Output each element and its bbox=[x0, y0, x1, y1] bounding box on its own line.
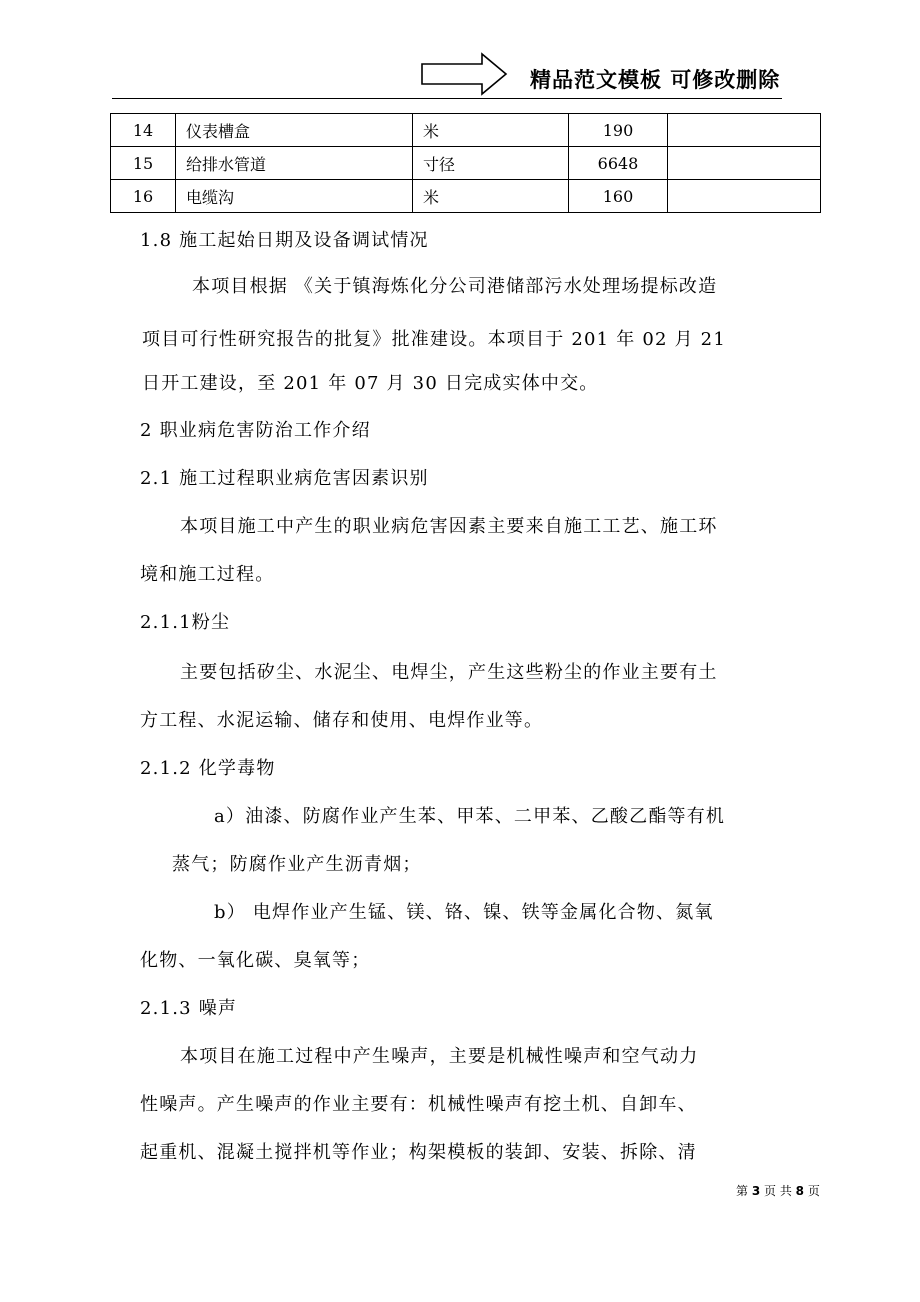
section-heading-2: 2 职业病危害防治工作介绍 bbox=[140, 420, 371, 441]
item-quantity: 6648 bbox=[569, 147, 668, 180]
item-name: 给排水管道 bbox=[176, 147, 413, 180]
section-heading-2-1-1: 2.1.1粉尘 bbox=[140, 612, 231, 633]
paragraph-line: 本项目施工中产生的职业病危害因素主要来自施工工艺、施工环 bbox=[180, 516, 718, 537]
total-pages-number: 8 bbox=[795, 1184, 804, 1198]
paragraph-line: 主要包括矽尘、水泥尘、电焊尘，产生这些粉尘的作业主要有土 bbox=[180, 662, 718, 683]
footer-suffix: 页 bbox=[804, 1184, 820, 1198]
paragraph-line: 化物、一氧化碳、臭氧等； bbox=[140, 950, 371, 971]
section-heading-2-1-3: 2.1.3 噪声 bbox=[140, 998, 238, 1019]
page-footer bbox=[736, 1182, 820, 1199]
item-quantity: 190 bbox=[569, 114, 668, 147]
section-heading-2-1: 2.1 施工过程职业病危害因素识别 bbox=[140, 468, 429, 489]
footer-prefix: 第 bbox=[736, 1184, 752, 1198]
paragraph-line: 项目可行性研究报告的批复》批准建设。本项目于 201 年 02 月 21 bbox=[142, 329, 726, 350]
list-item-a: a）油漆、防腐作业产生苯、甲苯、二甲苯、乙酸乙酯等有机 bbox=[214, 806, 726, 827]
paragraph-line: 方工程、水泥运输、储存和使用、电焊作业等。 bbox=[140, 710, 544, 731]
header-divider bbox=[112, 98, 782, 99]
row-number: 16 bbox=[111, 180, 176, 213]
paragraph-line: 本项目根据 《关于镇海炼化分公司港储部污水处理场提标改造 bbox=[192, 276, 718, 297]
item-note bbox=[668, 180, 821, 213]
row-number: 14 bbox=[111, 114, 176, 147]
row-number: 15 bbox=[111, 147, 176, 180]
arrow-right-icon bbox=[420, 52, 508, 96]
paragraph-line: 境和施工过程。 bbox=[140, 564, 275, 585]
section-heading-2-1-2: 2.1.2 化学毒物 bbox=[140, 758, 276, 779]
item-unit: 寸径 bbox=[413, 147, 569, 180]
paragraph-line: 蒸气；防腐作业产生沥青烟； bbox=[172, 854, 422, 875]
header-title: 精品范文模板 可修改删除 bbox=[530, 68, 781, 92]
current-page-number: 3 bbox=[751, 1184, 761, 1198]
item-name: 仪表槽盒 bbox=[176, 114, 413, 147]
item-unit: 米 bbox=[413, 114, 569, 147]
paragraph-line: 日开工建设，至 201 年 07 月 30 日完成实体中交。 bbox=[142, 373, 599, 394]
table-row bbox=[111, 180, 821, 213]
table-row bbox=[111, 147, 821, 180]
item-quantity: 160 bbox=[569, 180, 668, 213]
item-note bbox=[668, 147, 821, 180]
paragraph-line: 起重机、混凝土搅拌机等作业；构架模板的装卸、安装、拆除、清 bbox=[140, 1142, 697, 1163]
footer-middle: 页 共 bbox=[760, 1184, 796, 1198]
quantities-table bbox=[110, 113, 821, 213]
item-unit: 米 bbox=[413, 180, 569, 213]
section-heading-1-8: 1.8 施工起始日期及设备调试情况 bbox=[140, 230, 429, 251]
item-name: 电缆沟 bbox=[176, 180, 413, 213]
list-item-b: b） 电焊作业产生锰、镁、铬、镍、铁等金属化合物、氮氧 bbox=[214, 902, 714, 923]
item-note bbox=[668, 114, 821, 147]
paragraph-line: 本项目在施工过程中产生噪声，主要是机械性噪声和空气动力 bbox=[180, 1046, 699, 1067]
table-row bbox=[111, 114, 821, 147]
paragraph-line: 性噪声。产生噪声的作业主要有：机械性噪声有挖土机、自卸车、 bbox=[140, 1094, 697, 1115]
